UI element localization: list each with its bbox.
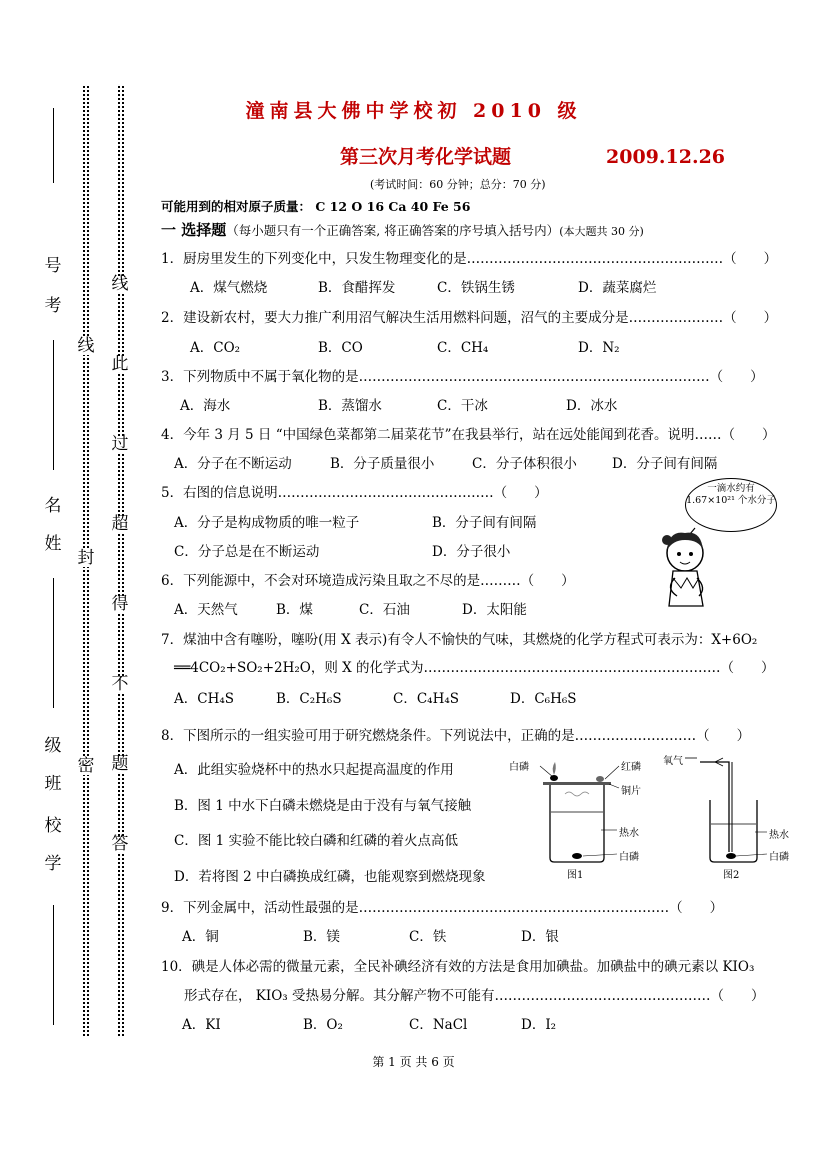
- q8-option-c: C．图 1 实验不能比较白磷和红磷的着火点高低: [174, 833, 459, 849]
- fig2-label-white-p: 白磷: [769, 852, 789, 863]
- question-9: 9．下列金属中，活动性最强的是……………………………………………………………（ ）: [161, 900, 724, 916]
- speech-bubble-text: 一滴水约有 1.67×10²¹ 个水分子: [686, 483, 776, 506]
- q7-option-a: A．CH₄S: [174, 691, 235, 707]
- margin-label-feng: 封: [77, 548, 95, 568]
- q5-option-d: D．分子很小: [432, 544, 511, 560]
- fig1-label-hot-water: 热水: [619, 828, 639, 839]
- q4-option-d: D．分子间有间隔: [612, 456, 718, 472]
- atomic-masses: 可能用到的相对原子质量： C 12 O 16 Ca 40 Fe 56: [161, 199, 471, 214]
- q4-option-c: C．分子体积很小: [472, 456, 577, 472]
- margin-label-xue: 学: [44, 854, 62, 874]
- exam-title: 潼南县大佛中学校初 2010 级: [245, 100, 582, 122]
- q8-option-d: D．若将图 2 中白磷换成红磷，也能观察到燃烧现象: [174, 869, 486, 885]
- question-4: 4．今年 3 月 5 日 “中国绿色菜都第二届菜花节”在我县举行，站在远处能闻到花香。说明……（ ）: [161, 427, 776, 443]
- question-2: 2．建设新农村，要大力推广利用沼气解决生活用燃料问题，沼气的主要成分是…………………（ ）: [161, 310, 778, 326]
- q1-option-b: B．食醋挥发: [318, 280, 396, 296]
- fig1-label-white-p-top: 白磷: [509, 762, 529, 773]
- q2-option-c: C．CH₄: [437, 340, 489, 356]
- figure-water-molecules: [655, 478, 785, 608]
- margin-label-chao: 超: [111, 514, 129, 534]
- margin-label-ban: 班: [44, 774, 62, 794]
- q3-option-b: B．蒸馏水: [318, 398, 382, 414]
- question-10: 10．碘是人体必需的微量元素，全民补碘经济有效的方法是食用加碘盐。加碘盐中的碘元素以 KIO₃: [161, 959, 755, 975]
- subtitle-text: 第三次月考化学试题: [340, 146, 512, 168]
- q2-option-b: B．CO: [318, 340, 363, 356]
- margin-label-da: 答: [111, 834, 129, 854]
- margin-dotted-line-4: [122, 86, 124, 1036]
- q1-option-c: C．铁锅生锈: [437, 280, 515, 296]
- q10-option-c: C．NaCl: [409, 1017, 468, 1033]
- margin-label-xiao: 校: [44, 816, 62, 836]
- question-1: 1．厨房里发生的下列变化中，只发生物理变化的是…………………………………………………（ ）: [161, 251, 778, 267]
- exam-subtitle: [340, 142, 725, 169]
- margin-label-ci: 此: [111, 354, 129, 374]
- margin-label-kao: 考: [44, 296, 62, 316]
- q1-option-d: D．蔬菜腐烂: [578, 280, 657, 296]
- q7-option-c: C．C₄H₄S: [393, 691, 460, 707]
- exam-date: 2009.12.26: [606, 146, 726, 168]
- q10-option-b: B．O₂: [303, 1017, 343, 1033]
- margin-solid-line-4: [53, 905, 54, 1025]
- fig1-label-white-p-bottom: 白磷: [619, 852, 639, 863]
- margin-label-xian-mid: 线: [77, 336, 95, 356]
- question-5: 5．右图的信息说明…………………………………………（ ）: [161, 485, 548, 501]
- fig2-label-hot-water: 热水: [769, 830, 789, 841]
- margin-label-ming: 名: [44, 496, 62, 516]
- question-7-line2: ══4CO₂+SO₂+2H₂O，则 X 的化学式为…………………………………………………………（ ）: [174, 660, 775, 676]
- q8-option-b: B．图 1 中水下白磷未燃烧是由于没有与氧气接触: [174, 798, 472, 814]
- q8-option-a: A．此组实验烧杯中的热水只起提高温度的作用: [174, 762, 454, 778]
- question-8: 8．下图所示的一组实验可用于研究燃烧条件。下列说法中，正确的是………………………（ ）: [161, 728, 751, 744]
- margin-label-ti: 题: [111, 754, 129, 774]
- figure-combustion-experiment: [505, 750, 805, 880]
- experiment-diagram: [505, 750, 805, 880]
- question-10-line2: 形式存在， KIO₃ 受热易分解。其分解产物不可能有…………………………………………（ ）: [184, 988, 765, 1004]
- q6-option-b: B．煤: [276, 602, 313, 618]
- q2-option-d: D．N₂: [578, 340, 620, 356]
- q6-option-a: A．天然气: [174, 602, 238, 618]
- margin-dotted-line-3: [118, 86, 120, 1036]
- section-score: (本大题共 30 分): [559, 225, 644, 238]
- margin-solid-line-3: [53, 578, 54, 708]
- margin-label-bu: 不: [111, 674, 129, 694]
- q6-option-d: D．太阳能: [462, 602, 527, 618]
- q5-option-b: B．分子间有间隔: [432, 515, 537, 531]
- q9-option-d: D．银: [521, 929, 559, 945]
- q10-option-a: A．KI: [182, 1017, 221, 1033]
- question-7: 7．煤油中含有噻吩，噻吩(用 X 表示)有令人不愉快的气味，其燃烧的化学方程式可表示为：X+6O₂: [161, 632, 758, 648]
- q9-option-b: B．镁: [303, 929, 340, 945]
- margin-label-hao: 号: [44, 256, 62, 276]
- q7-option-d: D．C₆H₆S: [510, 691, 577, 707]
- q2-option-a: A．CO₂: [190, 340, 241, 356]
- margin-label-guo: 过: [111, 434, 129, 454]
- q1-option-a: A．煤气燃烧: [190, 280, 268, 296]
- q10-option-d: D．I₂: [521, 1017, 557, 1033]
- section-heading: [161, 219, 644, 240]
- margin-label-xian-right: 线: [111, 274, 129, 294]
- margin-label-ji: 级: [44, 736, 62, 756]
- girl-illustration: [655, 478, 785, 608]
- q3-option-d: D．冰水: [566, 398, 618, 414]
- margin-solid-line-2: [53, 340, 54, 470]
- margin-label-de: 得: [111, 594, 129, 614]
- q9-option-a: A．铜: [182, 929, 219, 945]
- q5-option-c: C．分子总是在不断运动: [174, 544, 320, 560]
- margin-label-xing: 姓: [44, 534, 62, 554]
- fig2-label-oxygen: 氧气: [663, 756, 683, 767]
- margin-label-mi: 密: [77, 756, 95, 776]
- q7-option-b: B．C₂H₆S: [276, 691, 342, 707]
- q9-option-c: C．铁: [409, 929, 447, 945]
- section-note: （每小题只有一个正确答案, 将正确答案的序号填入括号内）: [226, 223, 560, 238]
- fig1-label-copper: 铜片: [621, 786, 641, 797]
- fig1-label-red-p: 红磷: [621, 762, 641, 773]
- question-6: 6．下列能源中，不会对环境造成污染且取之不尽的是………（ ）: [161, 573, 575, 589]
- fig2-caption: 图2: [723, 870, 740, 881]
- section-title: 一 选择题: [161, 221, 227, 239]
- question-3: 3．下列物质中不属于氧化物的是……………………………………………………………………（ ）: [161, 369, 764, 385]
- page-number: 第 1 页 共 6 页: [372, 1055, 455, 1069]
- q6-option-c: C．石油: [359, 602, 410, 618]
- fig1-caption: 图1: [567, 870, 584, 881]
- exam-info: (考试时间：60 分钟；总分：70 分): [370, 178, 546, 191]
- q3-option-c: C．干冰: [437, 398, 488, 414]
- q4-option-b: B．分子质量很小: [330, 456, 435, 472]
- q5-option-a: A．分子是构成物质的唯一粒子: [174, 515, 360, 531]
- q4-option-a: A．分子在不断运动: [174, 456, 292, 472]
- q3-option-a: A．海水: [180, 398, 231, 414]
